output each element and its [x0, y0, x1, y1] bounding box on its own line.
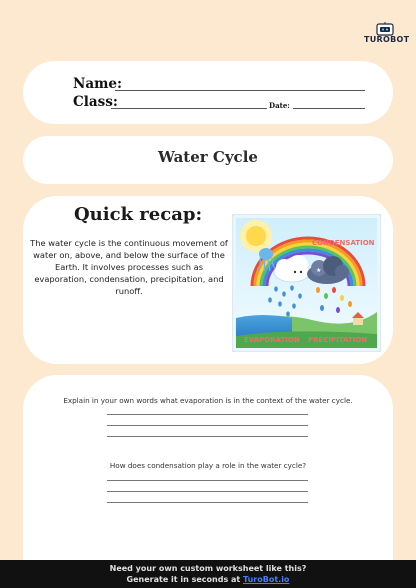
questions-card	[23, 375, 393, 585]
recap-card	[23, 196, 393, 364]
water-cycle-illustration	[232, 214, 381, 352]
student-info-card	[23, 61, 393, 124]
answer-1-line-1[interactable]	[107, 414, 308, 415]
name-label: Name:	[73, 76, 122, 92]
recap-heading: Quick recap:	[74, 204, 203, 225]
footer-line-2-prefix: Generate it in seconds at	[126, 575, 244, 584]
answer-1-line-2[interactable]	[107, 425, 308, 426]
precipitation-label: PRECIPITATION	[308, 336, 368, 344]
name-field[interactable]	[115, 90, 365, 91]
evaporation-label: EVAPORATION	[244, 336, 300, 344]
robot-icon	[375, 22, 395, 36]
condensation-label: CONDENSATION	[312, 239, 375, 247]
svg-text:★: ★	[316, 267, 322, 274]
class-label: Class:	[73, 94, 118, 110]
class-field[interactable]	[111, 108, 267, 109]
question-2-text: How does condensation play a role in the water cycle?	[109, 461, 307, 470]
answer-1-line-3[interactable]	[107, 436, 308, 437]
answer-2-line-3[interactable]	[107, 502, 308, 503]
answer-2-line-1[interactable]	[107, 480, 308, 481]
logo-text: TUROBOT	[364, 35, 410, 44]
worksheet-title: Water Cycle	[158, 148, 258, 166]
question-1-text: Explain in your own words what evaporation is in the context of the water cycle.	[63, 396, 353, 405]
turobot-link[interactable]: TuroBot.io	[243, 575, 290, 584]
title-card	[23, 136, 393, 184]
promo-footer	[0, 560, 416, 588]
sun-icon	[240, 220, 272, 252]
footer-line-2	[0, 575, 416, 585]
recap-text: The water cycle is the continuous movement of water on, above, and below the surface of the Earth. It involves processes such as evaporation, condensation, precipitation, and runoff.	[30, 238, 228, 296]
turobot-logo	[364, 22, 408, 48]
date-label: Date:	[269, 101, 290, 110]
answer-2-line-2[interactable]	[107, 491, 308, 492]
date-field[interactable]	[293, 108, 365, 109]
footer-line-1: Need your own custom worksheet like this?	[109, 564, 307, 573]
